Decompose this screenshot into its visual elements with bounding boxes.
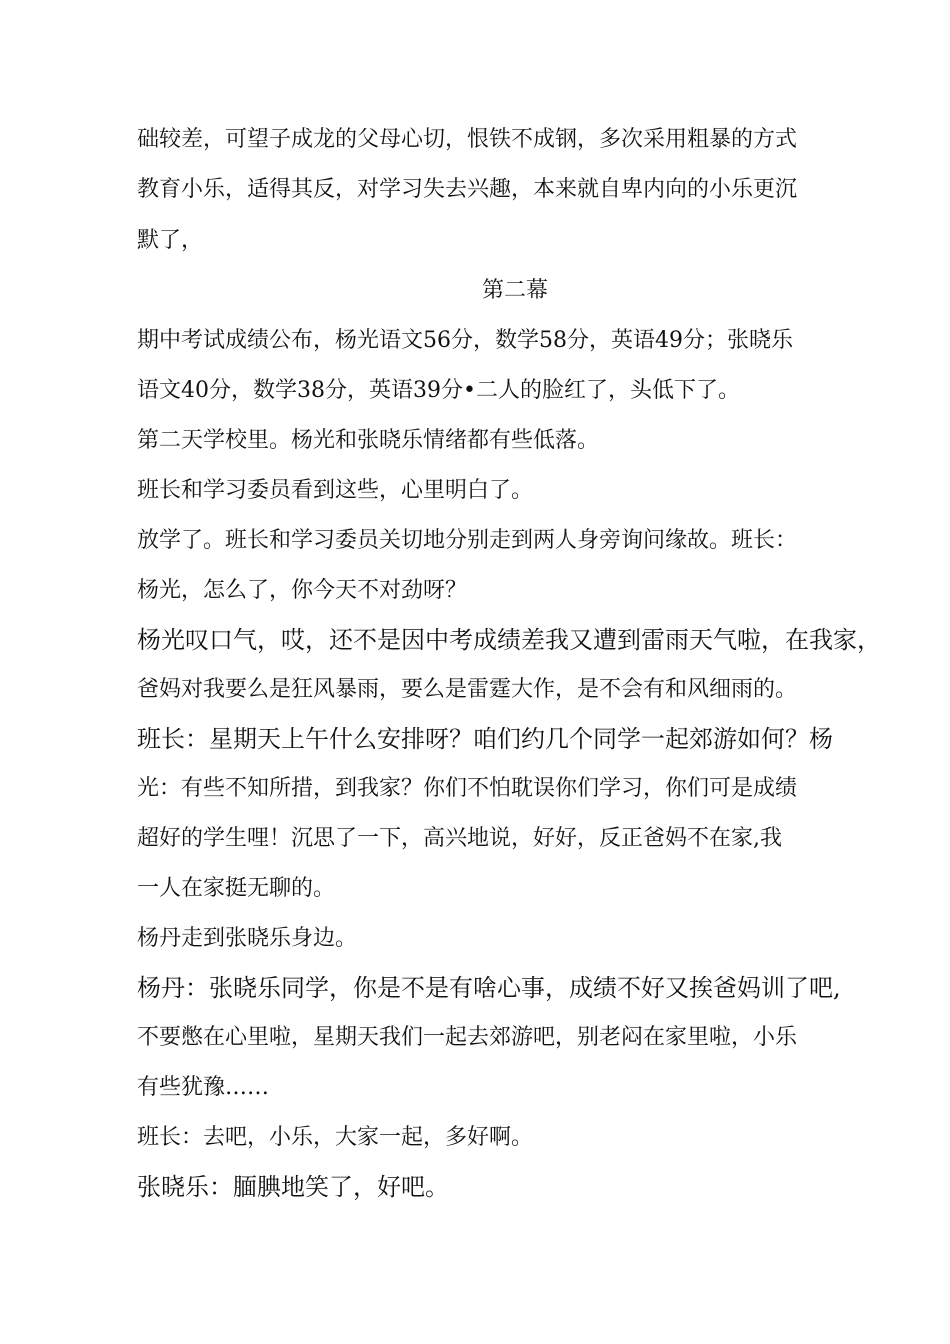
- text-line: 光：有些不知所措，到我家？你们不怕耽误你们学习，你们可是成绩: [137, 776, 798, 801]
- text-line: 有些犹豫……: [137, 1075, 270, 1100]
- text-line: 班长和学习委员看到这些，心里明白了。: [137, 478, 534, 503]
- text-line: 杨丹：张晓乐同学，你是不是有啥心事，成绩不好又挨爸妈训了吧,: [137, 974, 841, 1002]
- text-line: 不要憋在心里啦，星期天我们一起去郊游吧，别老闷在家里啦，小乐: [137, 1025, 798, 1050]
- text-line: 教育小乐，适得其反，对学习失去兴趣，本来就自卑内向的小乐更沉: [137, 177, 798, 202]
- text-line: 班长：去吧，小乐，大家一起，多好啊。: [137, 1125, 534, 1150]
- text-line: 第二天学校里。杨光和张晓乐情绪都有些低落。: [137, 428, 600, 453]
- text-line: 班长：星期天上午什么安排呀？咱们约几个同学一起郊游如何？杨: [137, 725, 833, 753]
- text-line: 杨光叹口气，哎，还不是因中考成绩差我又遭到雷雨天气啦，在我家，: [137, 626, 881, 654]
- text-line: 超好的学生哩！沉思了一下，高兴地说，好好，反正爸妈不在家,我: [137, 826, 782, 851]
- text-line: 放学了。班长和学习委员关切地分别走到两人身旁询问缘故。班长：: [137, 528, 798, 553]
- text-line: 语文40分，数学38分，英语39分•二人的脸红了，头低下了。: [137, 378, 740, 403]
- text-line: 杨丹走到张晓乐身边。: [137, 926, 358, 951]
- text-line: 默了，: [137, 228, 204, 253]
- text-line: 杨光，怎么了，你今天不对劲呀？: [137, 578, 468, 603]
- text-line: 爸妈对我要么是狂风暴雨，要么是雷霆大作，是不会有和风细雨的。: [137, 677, 798, 702]
- text-line: 期中考试成绩公布，杨光语文56分，数学58分，英语49分；张晓乐: [137, 328, 793, 353]
- text-line: 张晓乐：腼腆地笑了，好吧。: [137, 1173, 449, 1201]
- act-heading: 第二幕: [481, 278, 548, 303]
- text-line: 一人在家挺无聊的。: [137, 876, 336, 901]
- text-line: 础较差，可望子成龙的父母心切，恨铁不成钢，多次采用粗暴的方式: [137, 127, 798, 152]
